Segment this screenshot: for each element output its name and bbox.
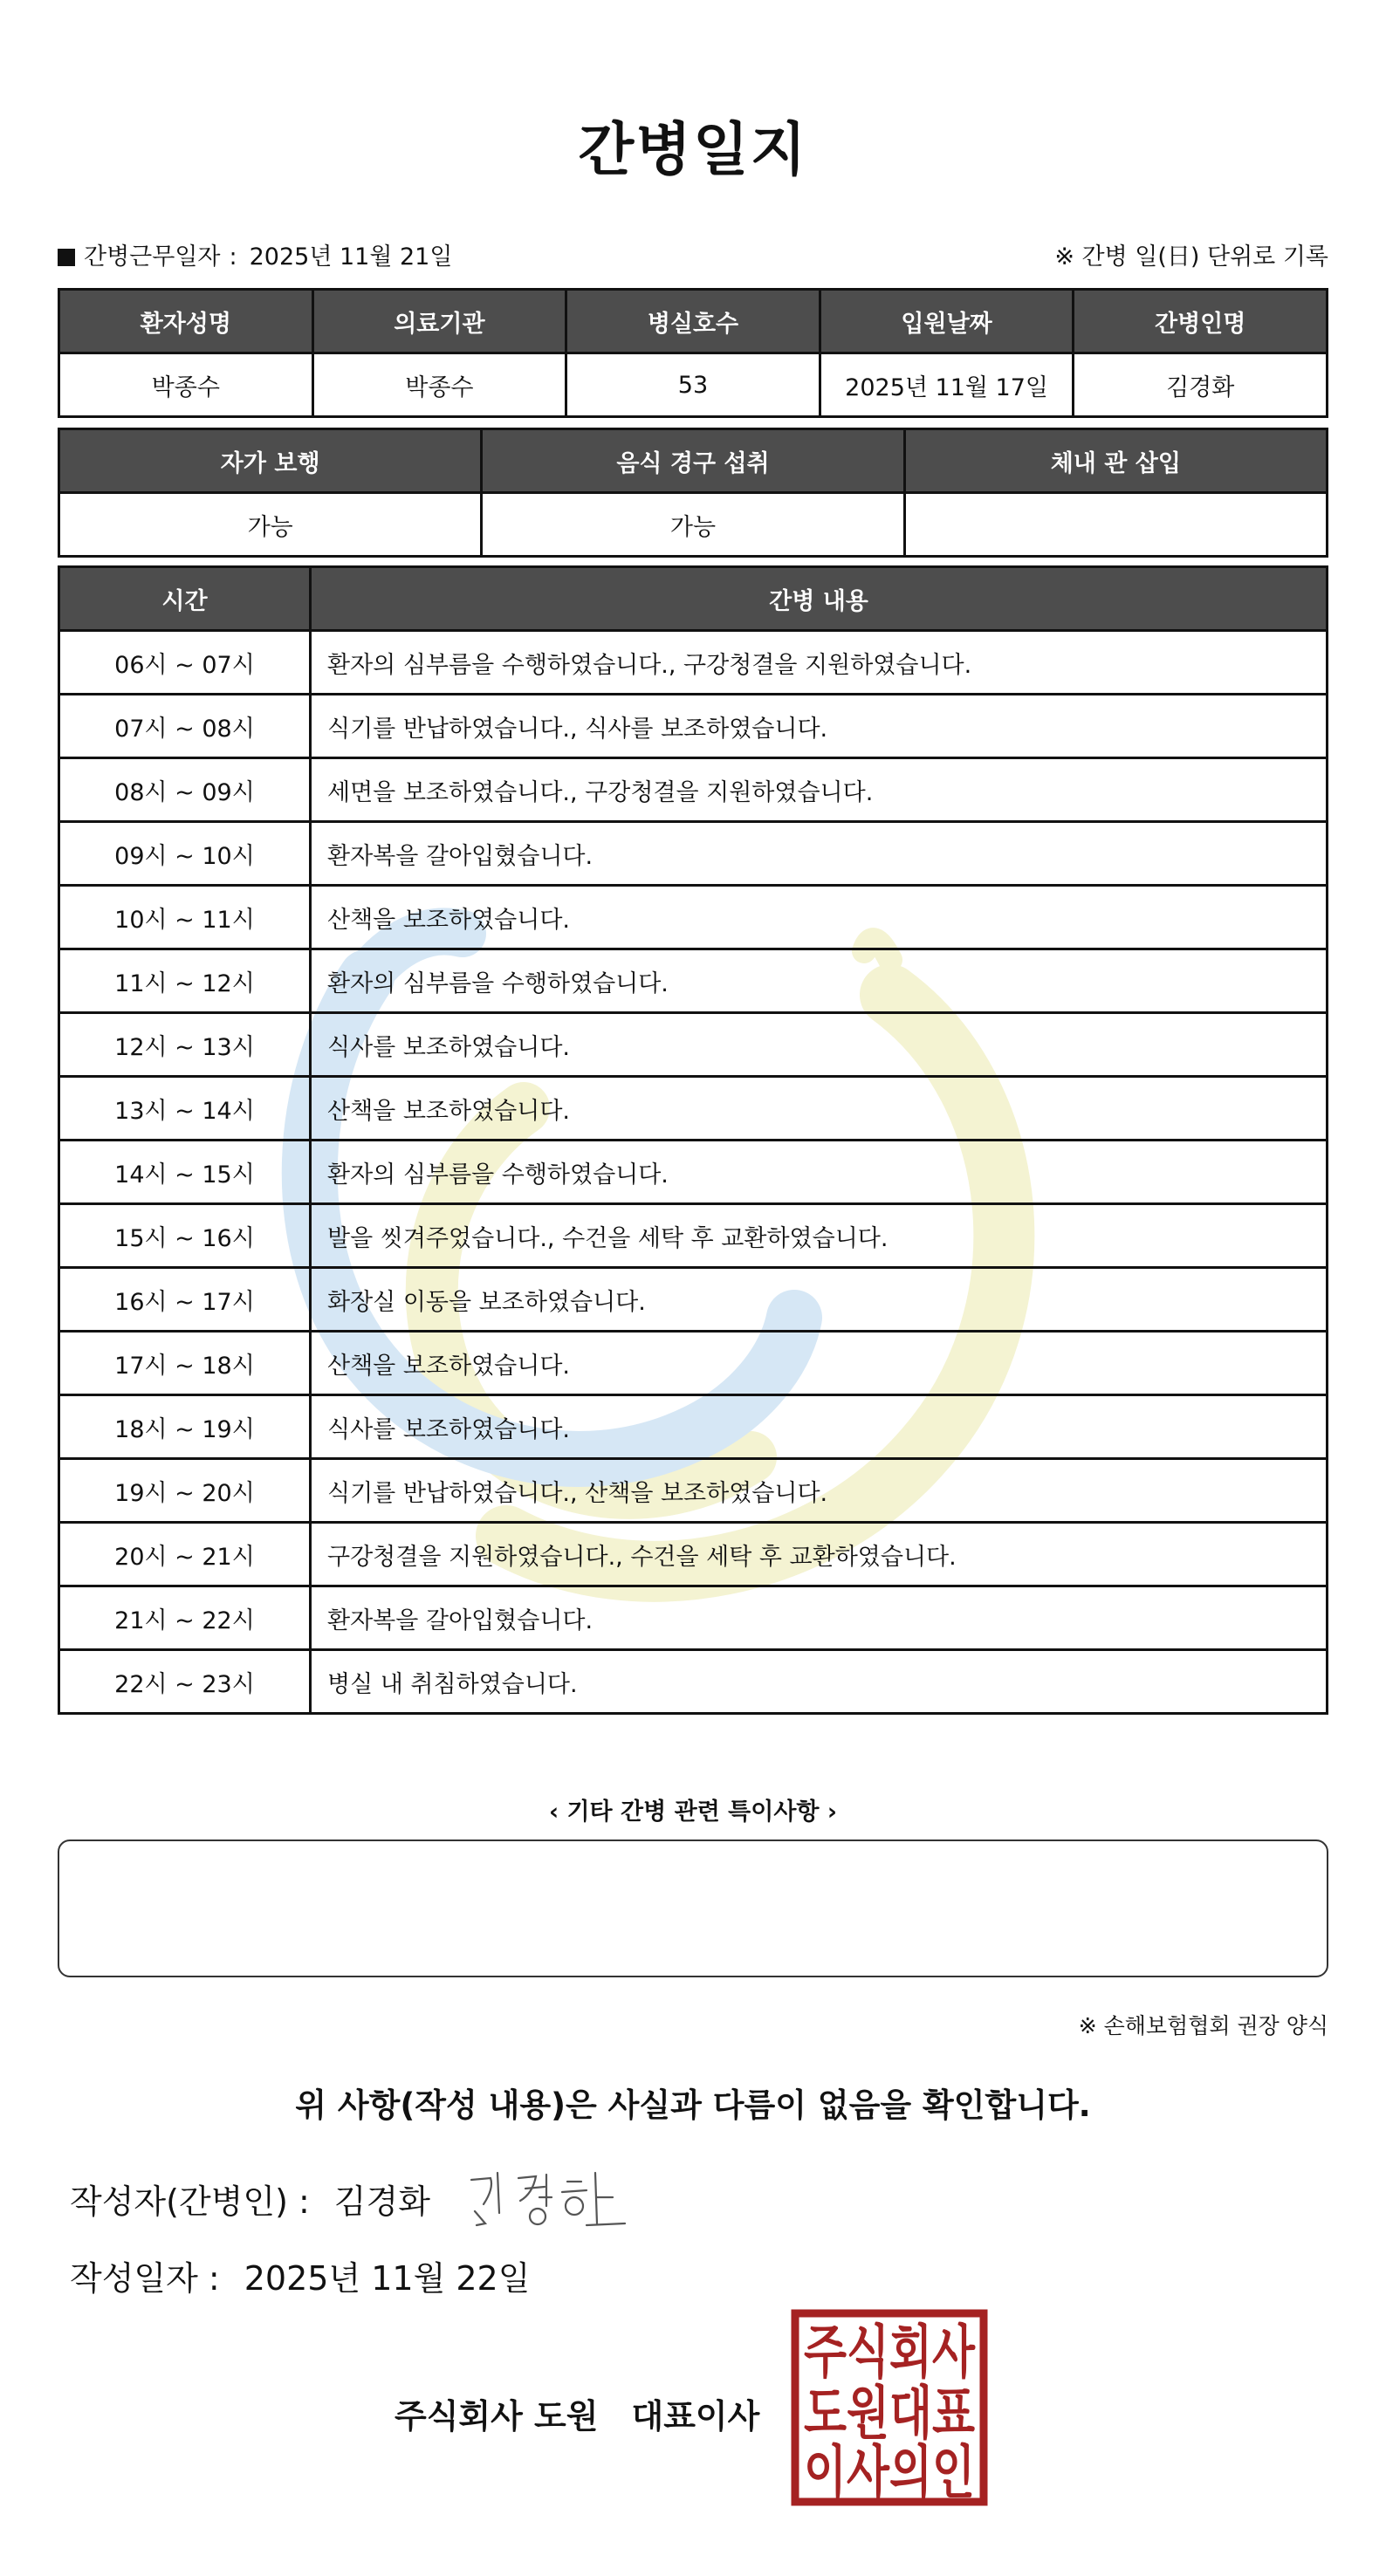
work-date-row xyxy=(58,237,452,271)
table-row xyxy=(59,1523,1328,1586)
remarks-title: ‹ 기타 간병 관련 특이사항 › xyxy=(548,1798,838,1826)
written-date-row xyxy=(70,2251,530,2299)
time-slot-cell: 21시 ~ 22시 xyxy=(59,1586,311,1650)
writer-label: 작성자(간병인) : xyxy=(70,2182,310,2221)
time-slot-cell: 20시 ~ 21시 xyxy=(59,1523,311,1586)
table-row xyxy=(59,353,1328,417)
form-footnote: ※ 손해보험협회 권장 양식 xyxy=(1078,2013,1328,2038)
writer-name: 김경화 xyxy=(333,2182,430,2221)
table-row xyxy=(59,758,1328,822)
time-slot-cell: 17시 ~ 18시 xyxy=(59,1332,311,1395)
time-slot-cell: 10시 ~ 11시 xyxy=(59,886,311,949)
square-bullet-icon xyxy=(58,249,75,266)
remarks-box xyxy=(58,1840,1328,1977)
table-row xyxy=(59,1141,1328,1204)
company-title: 대표이사 xyxy=(631,2397,760,2436)
care-content-cell: 식기를 반납하였습니다., 식사를 보조하였습니다. xyxy=(311,695,1328,758)
header-caregiver-name: 간병인명 xyxy=(1074,290,1328,353)
patient-name-cell: 박종수 xyxy=(59,353,313,417)
time-slot-cell: 06시 ~ 07시 xyxy=(59,631,311,695)
table-header-row xyxy=(59,567,1328,631)
svg-text:주식회사: 주식회사 xyxy=(804,2319,976,2384)
care-log-table xyxy=(58,565,1328,1715)
time-slot-cell: 07시 ~ 08시 xyxy=(59,695,311,758)
header-time: 시간 xyxy=(59,567,311,631)
table-row xyxy=(59,1268,1328,1332)
table-row xyxy=(59,1204,1328,1268)
table-row xyxy=(59,1013,1328,1077)
time-slot-cell: 15시 ~ 16시 xyxy=(59,1204,311,1268)
header-care-content: 간병 내용 xyxy=(311,567,1328,631)
table-row xyxy=(59,631,1328,695)
time-slot-cell: 14시 ~ 15시 xyxy=(59,1141,311,1204)
table-row xyxy=(59,949,1328,1013)
time-slot-cell: 12시 ~ 13시 xyxy=(59,1013,311,1077)
company-name: 주식회사 도원 xyxy=(395,2397,599,2436)
table-row xyxy=(59,886,1328,949)
care-content-cell: 화장실 이동을 보조하였습니다. xyxy=(311,1268,1328,1332)
header-self-walking: 자가 보행 xyxy=(59,429,482,493)
colon-separator: : xyxy=(229,243,237,271)
svg-text:도원대표: 도원대표 xyxy=(804,2381,976,2445)
care-content-cell: 환자복을 갈아입혔습니다. xyxy=(311,822,1328,886)
time-slot-cell: 09시 ~ 10시 xyxy=(59,822,311,886)
handwritten-signature xyxy=(464,2162,630,2232)
table-row xyxy=(59,1332,1328,1395)
care-content-cell: 산책을 보조하였습니다. xyxy=(311,1077,1328,1141)
time-slot-cell: 19시 ~ 20시 xyxy=(59,1459,311,1523)
time-slot-cell: 08시 ~ 09시 xyxy=(59,758,311,822)
table-row xyxy=(59,1395,1328,1459)
header-oral-intake: 음식 경구 섭취 xyxy=(482,429,904,493)
time-slot-cell: 11시 ~ 12시 xyxy=(59,949,311,1013)
hospital-cell: 박종수 xyxy=(312,353,566,417)
header-admission-date: 입원날짜 xyxy=(820,290,1074,353)
admission-date-cell: 2025년 11월 17일 xyxy=(820,353,1074,417)
header-tube-insertion: 체내 관 삽입 xyxy=(904,429,1327,493)
care-content-cell: 병실 내 취침하였습니다. xyxy=(311,1650,1328,1714)
table-row xyxy=(59,822,1328,886)
time-slot-cell: 16시 ~ 17시 xyxy=(59,1268,311,1332)
table-header-row xyxy=(59,290,1328,353)
care-log-body xyxy=(59,631,1328,1714)
header-room-number: 병실호수 xyxy=(566,290,820,353)
table-row xyxy=(59,1650,1328,1714)
confirmation-statement: 위 사항(작성 내용)은 사실과 다름이 없음을 확인합니다. xyxy=(295,2086,1091,2124)
header-patient-name: 환자성명 xyxy=(59,290,313,353)
care-content-cell: 산책을 보조하였습니다. xyxy=(311,886,1328,949)
care-content-cell: 환자복을 갈아입혔습니다. xyxy=(311,1586,1328,1650)
care-content-cell: 발을 씻겨주었습니다., 수건을 세탁 후 교환하였습니다. xyxy=(311,1204,1328,1268)
header-hospital: 의료기관 xyxy=(312,290,566,353)
document-title: 간병일지 xyxy=(578,116,808,183)
care-content-cell: 세면을 보조하였습니다., 구강청결을 지원하였습니다. xyxy=(311,758,1328,822)
self-walking-cell: 가능 xyxy=(59,493,482,557)
tube-insertion-cell xyxy=(904,493,1327,557)
work-date-label: 간병근무일자 xyxy=(84,243,221,271)
work-date-value: 2025년 11월 21일 xyxy=(249,243,453,271)
svg-text:이사의인: 이사의인 xyxy=(804,2440,975,2504)
written-date-value: 2025년 11월 22일 xyxy=(244,2259,531,2298)
written-date-label: 작성일자 : xyxy=(70,2259,220,2298)
care-content-cell: 식사를 보조하였습니다. xyxy=(311,1395,1328,1459)
care-content-cell: 구강청결을 지원하였습니다., 수건을 세탁 후 교환하였습니다. xyxy=(311,1523,1328,1586)
table-header-row xyxy=(59,429,1328,493)
table-row xyxy=(59,695,1328,758)
table-row xyxy=(59,1077,1328,1141)
care-content-cell: 환자의 심부름을 수행하였습니다. xyxy=(311,949,1328,1013)
care-content-cell: 산책을 보조하였습니다. xyxy=(311,1332,1328,1395)
care-content-cell: 환자의 심부름을 수행하였습니다., 구강청결을 지원하였습니다. xyxy=(311,631,1328,695)
oral-intake-cell: 가능 xyxy=(482,493,904,557)
writer-row xyxy=(70,2175,430,2223)
care-content-cell: 환자의 심부름을 수행하였습니다. xyxy=(311,1141,1328,1204)
caregiver-name-cell: 김경화 xyxy=(1074,353,1328,417)
table-row xyxy=(59,1586,1328,1650)
patient-status-table xyxy=(58,428,1328,558)
time-slot-cell: 18시 ~ 19시 xyxy=(59,1395,311,1459)
care-content-cell: 식사를 보조하였습니다. xyxy=(311,1013,1328,1077)
time-slot-cell: 13시 ~ 14시 xyxy=(59,1077,311,1141)
patient-info-table xyxy=(58,288,1328,418)
company-line xyxy=(395,2389,759,2437)
company-seal-stamp xyxy=(791,2309,988,2506)
time-slot-cell: 22시 ~ 23시 xyxy=(59,1650,311,1714)
room-number-cell: 53 xyxy=(566,353,820,417)
table-row xyxy=(59,1459,1328,1523)
unit-note: ※ 간병 일(日) 단위로 기록 xyxy=(1054,243,1328,271)
care-content-cell: 식기를 반납하였습니다., 산책을 보조하였습니다. xyxy=(311,1459,1328,1523)
table-row xyxy=(59,493,1328,557)
